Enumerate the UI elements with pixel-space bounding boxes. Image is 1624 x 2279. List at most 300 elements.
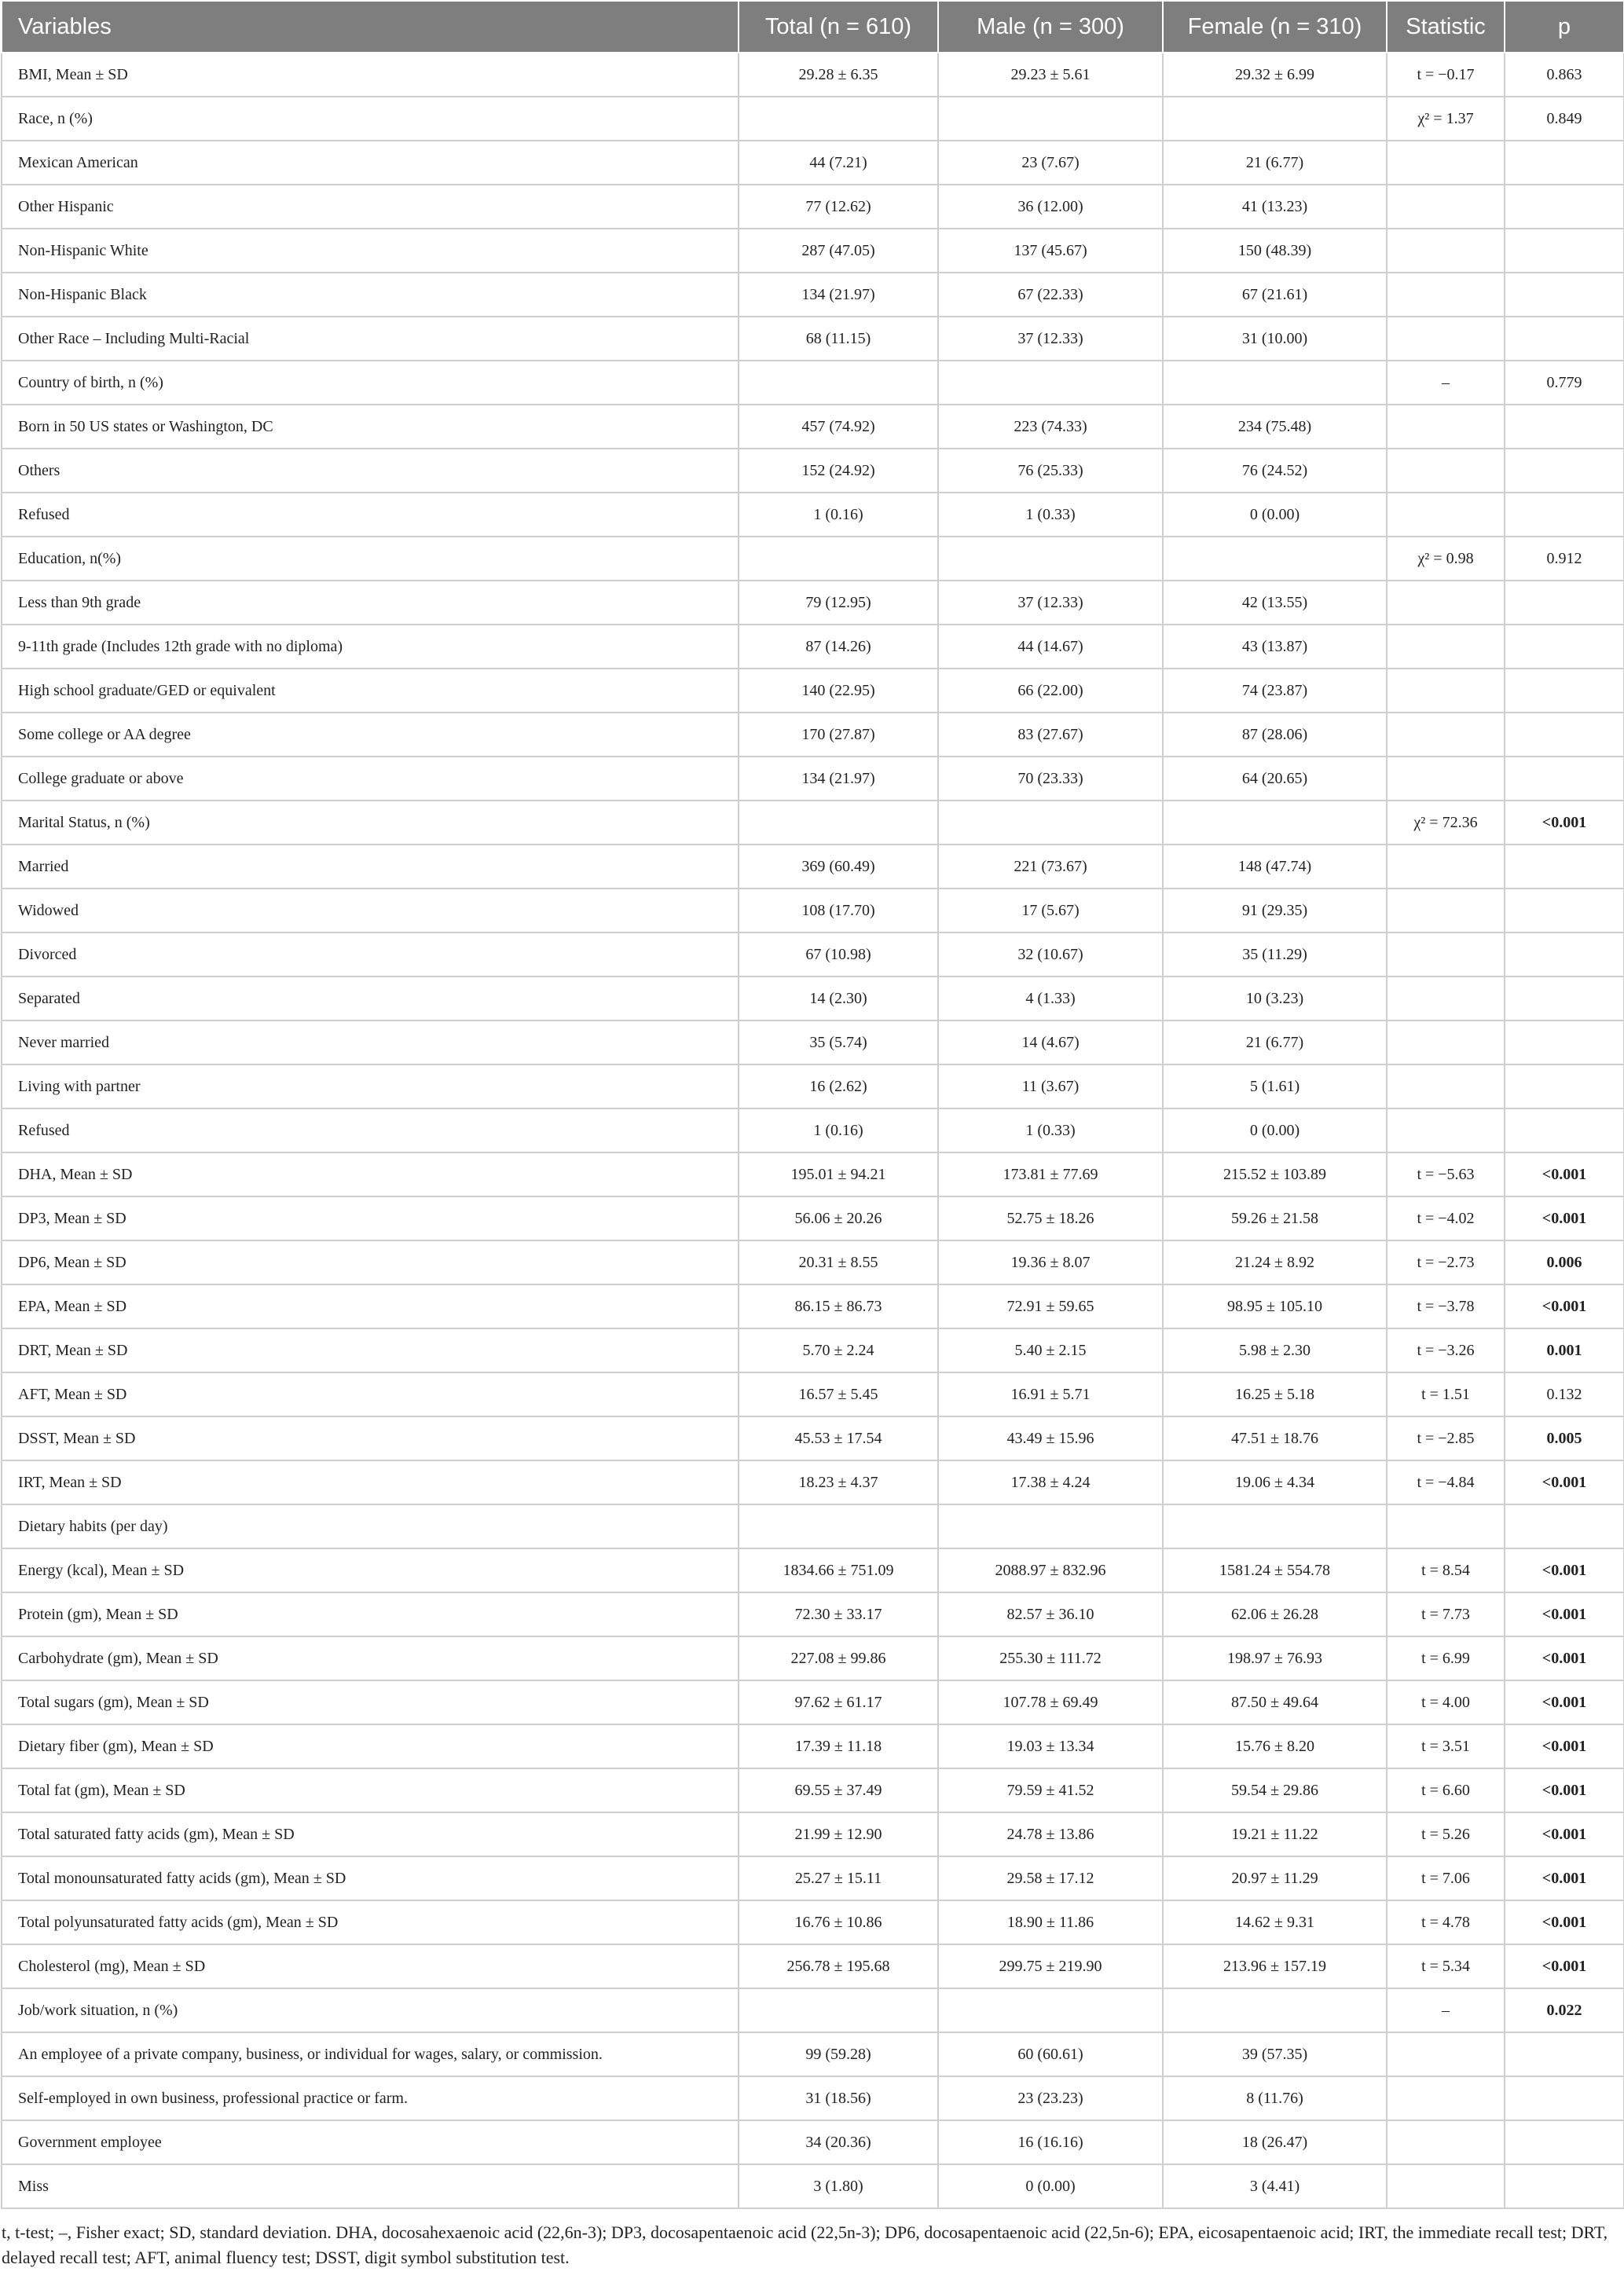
- total-cell: 256.78 ± 195.68: [739, 1944, 938, 1988]
- table-row: [2, 1416, 1624, 1460]
- table-row: [2, 1592, 1624, 1636]
- table-row: [2, 1724, 1624, 1768]
- p-value-cell: [1505, 932, 1624, 976]
- female-cell: 15.76 ± 8.20: [1163, 1724, 1387, 1768]
- total-cell: 3 (1.80): [739, 2164, 938, 2208]
- total-cell: 195.01 ± 94.21: [739, 1152, 938, 1196]
- table-row: [2, 1240, 1624, 1284]
- total-cell: [739, 801, 938, 845]
- table-row: [2, 1108, 1624, 1152]
- statistic-cell: [1387, 1504, 1505, 1548]
- total-cell: [739, 361, 938, 405]
- table-row: [2, 405, 1624, 449]
- female-cell: 234 (75.48): [1163, 405, 1387, 449]
- female-cell: 20.97 ± 11.29: [1163, 1856, 1387, 1900]
- table-row: [2, 1504, 1624, 1548]
- total-cell: 29.28 ± 6.35: [739, 53, 938, 97]
- p-value-cell: <0.001: [1505, 1152, 1624, 1196]
- variable-cell: Non-Hispanic Black: [2, 273, 739, 317]
- variable-cell: DHA, Mean ± SD: [2, 1152, 739, 1196]
- male-cell: 5.40 ± 2.15: [938, 1328, 1163, 1372]
- table-row: [2, 2164, 1624, 2208]
- total-cell: 34 (20.36): [739, 2120, 938, 2164]
- female-cell: 5.98 ± 2.30: [1163, 1328, 1387, 1372]
- total-cell: 1 (0.16): [739, 1108, 938, 1152]
- statistic-cell: [1387, 2032, 1505, 2076]
- female-cell: 8 (11.76): [1163, 2076, 1387, 2120]
- statistic-cell: t = 6.99: [1387, 1636, 1505, 1680]
- p-value-cell: 0.132: [1505, 1372, 1624, 1416]
- statistic-cell: χ² = 0.98: [1387, 537, 1505, 581]
- p-value-cell: <0.001: [1505, 1768, 1624, 1812]
- variable-cell: DP3, Mean ± SD: [2, 1196, 739, 1240]
- male-cell: 18.90 ± 11.86: [938, 1900, 1163, 1944]
- variable-cell: Total sugars (gm), Mean ± SD: [2, 1680, 739, 1724]
- variable-cell: DP6, Mean ± SD: [2, 1240, 739, 1284]
- total-cell: 1834.66 ± 751.09: [739, 1548, 938, 1592]
- male-cell: 82.57 ± 36.10: [938, 1592, 1163, 1636]
- header-female: Female (n = 310): [1163, 1, 1387, 53]
- table-row: [2, 449, 1624, 493]
- female-cell: 91 (29.35): [1163, 889, 1387, 932]
- male-cell: 36 (12.00): [938, 185, 1163, 229]
- table-row: [2, 2120, 1624, 2164]
- female-cell: 74 (23.87): [1163, 669, 1387, 713]
- p-value-cell: 0.006: [1505, 1240, 1624, 1284]
- total-cell: 56.06 ± 20.26: [739, 1196, 938, 1240]
- statistic-cell: [1387, 1020, 1505, 1064]
- variable-cell: Mexican American: [2, 141, 739, 185]
- p-value-cell: [1505, 405, 1624, 449]
- variable-cell: Race, n (%): [2, 97, 739, 141]
- female-cell: 21 (6.77): [1163, 1020, 1387, 1064]
- male-cell: 29.58 ± 17.12: [938, 1856, 1163, 1900]
- variable-cell: Dietary habits (per day): [2, 1504, 739, 1548]
- female-cell: 0 (0.00): [1163, 493, 1387, 537]
- p-value-cell: [1505, 273, 1624, 317]
- male-cell: 0 (0.00): [938, 2164, 1163, 2208]
- statistic-cell: [1387, 449, 1505, 493]
- statistic-cell: [1387, 713, 1505, 757]
- female-cell: 87.50 ± 49.64: [1163, 1680, 1387, 1724]
- male-cell: 37 (12.33): [938, 581, 1163, 625]
- table-row: [2, 932, 1624, 976]
- p-value-cell: [1505, 1108, 1624, 1152]
- statistic-cell: [1387, 1064, 1505, 1108]
- statistic-cell: t = −3.26: [1387, 1328, 1505, 1372]
- statistic-cell: [1387, 889, 1505, 932]
- male-cell: 16.91 ± 5.71: [938, 1372, 1163, 1416]
- variable-cell: High school graduate/GED or equivalent: [2, 669, 739, 713]
- table-row: [2, 1900, 1624, 1944]
- female-cell: 16.25 ± 5.18: [1163, 1372, 1387, 1416]
- variable-cell: Total monounsaturated fatty acids (gm), Mean ± SD: [2, 1856, 739, 1900]
- p-value-cell: <0.001: [1505, 1548, 1624, 1592]
- statistic-cell: t = −4.84: [1387, 1460, 1505, 1504]
- total-cell: 5.70 ± 2.24: [739, 1328, 938, 1372]
- statistic-cell: [1387, 185, 1505, 229]
- p-value-cell: [1505, 845, 1624, 889]
- female-cell: 76 (24.52): [1163, 449, 1387, 493]
- header-total: Total (n = 610): [739, 1, 938, 53]
- male-cell: [938, 1504, 1163, 1548]
- variable-cell: Other Race – Including Multi-Racial: [2, 317, 739, 361]
- male-cell: 1 (0.33): [938, 493, 1163, 537]
- total-cell: 16 (2.62): [739, 1064, 938, 1108]
- total-cell: 79 (12.95): [739, 581, 938, 625]
- statistic-cell: t = −2.85: [1387, 1416, 1505, 1460]
- table-row: [2, 1988, 1624, 2032]
- variable-cell: EPA, Mean ± SD: [2, 1284, 739, 1328]
- variable-cell: Others: [2, 449, 739, 493]
- variable-cell: BMI, Mean ± SD: [2, 53, 739, 97]
- statistic-cell: [1387, 405, 1505, 449]
- total-cell: 31 (18.56): [739, 2076, 938, 2120]
- male-cell: 2088.97 ± 832.96: [938, 1548, 1163, 1592]
- male-cell: 43.49 ± 15.96: [938, 1416, 1163, 1460]
- table-body: [2, 53, 1624, 2208]
- total-cell: 44 (7.21): [739, 141, 938, 185]
- table-row: [2, 713, 1624, 757]
- female-cell: [1163, 1504, 1387, 1548]
- total-cell: 68 (11.15): [739, 317, 938, 361]
- female-cell: 47.51 ± 18.76: [1163, 1416, 1387, 1460]
- male-cell: 137 (45.67): [938, 229, 1163, 273]
- variable-cell: Marital Status, n (%): [2, 801, 739, 845]
- variable-cell: Miss: [2, 2164, 739, 2208]
- female-cell: 0 (0.00): [1163, 1108, 1387, 1152]
- table-row: [2, 1460, 1624, 1504]
- statistic-cell: [1387, 625, 1505, 669]
- statistic-cell: t = 5.26: [1387, 1812, 1505, 1856]
- total-cell: 97.62 ± 61.17: [739, 1680, 938, 1724]
- female-cell: [1163, 537, 1387, 581]
- p-value-cell: <0.001: [1505, 1592, 1624, 1636]
- table-row: [2, 845, 1624, 889]
- p-value-cell: <0.001: [1505, 1284, 1624, 1328]
- variable-cell: Separated: [2, 976, 739, 1020]
- table-row: [2, 1680, 1624, 1724]
- female-cell: 98.95 ± 105.10: [1163, 1284, 1387, 1328]
- statistic-cell: [1387, 669, 1505, 713]
- male-cell: 299.75 ± 219.90: [938, 1944, 1163, 1988]
- p-value-cell: 0.863: [1505, 53, 1624, 97]
- table-row: [2, 2032, 1624, 2076]
- statistic-cell: t = −3.78: [1387, 1284, 1505, 1328]
- statistic-cell: t = 6.60: [1387, 1768, 1505, 1812]
- table-row: [2, 537, 1624, 581]
- male-cell: [938, 537, 1163, 581]
- total-cell: 25.27 ± 15.11: [739, 1856, 938, 1900]
- total-cell: 45.53 ± 17.54: [739, 1416, 938, 1460]
- table-footnote: t, t-test; –, Fisher exact; SD, standard deviation. DHA, docosahexaenoic acid (22,6n-3); DP3, docosapentaenoic acid (22,5n-3); DP6, docosapentaenoic acid (22,5n-6); EPA, eicosapentaenoic acid; IRT, the immediate recall test; DRT, delayed recall test; AFT, animal fluency test; DSST, digit symbol substitution test.: [2, 2222, 1608, 2267]
- p-value-cell: [1505, 229, 1624, 273]
- statistic-cell: t = 5.34: [1387, 1944, 1505, 1988]
- female-cell: 18 (26.47): [1163, 2120, 1387, 2164]
- table-row: [2, 1328, 1624, 1372]
- statistic-cell: [1387, 581, 1505, 625]
- statistic-cell: χ² = 72.36: [1387, 801, 1505, 845]
- p-value-cell: [1505, 2120, 1624, 2164]
- statistic-cell: t = 7.06: [1387, 1856, 1505, 1900]
- total-cell: 77 (12.62): [739, 185, 938, 229]
- header-p: p: [1505, 1, 1624, 53]
- female-cell: 3 (4.41): [1163, 2164, 1387, 2208]
- male-cell: 23 (23.23): [938, 2076, 1163, 2120]
- male-cell: 66 (22.00): [938, 669, 1163, 713]
- female-cell: 150 (48.39): [1163, 229, 1387, 273]
- p-value-cell: 0.005: [1505, 1416, 1624, 1460]
- statistic-cell: [1387, 932, 1505, 976]
- female-cell: 62.06 ± 26.28: [1163, 1592, 1387, 1636]
- male-cell: 16 (16.16): [938, 2120, 1163, 2164]
- female-cell: 35 (11.29): [1163, 932, 1387, 976]
- p-value-cell: [1505, 1064, 1624, 1108]
- female-cell: 215.52 ± 103.89: [1163, 1152, 1387, 1196]
- table-row: [2, 185, 1624, 229]
- male-cell: [938, 801, 1163, 845]
- variable-cell: Cholesterol (mg), Mean ± SD: [2, 1944, 739, 1988]
- statistic-cell: t = 4.78: [1387, 1900, 1505, 1944]
- variable-cell: Divorced: [2, 932, 739, 976]
- table-row: [2, 1856, 1624, 1900]
- female-cell: 42 (13.55): [1163, 581, 1387, 625]
- p-value-cell: <0.001: [1505, 1900, 1624, 1944]
- female-cell: 21.24 ± 8.92: [1163, 1240, 1387, 1284]
- male-cell: 4 (1.33): [938, 976, 1163, 1020]
- table-row: [2, 493, 1624, 537]
- total-cell: 134 (21.97): [739, 273, 938, 317]
- statistic-cell: –: [1387, 361, 1505, 405]
- statistic-cell: χ² = 1.37: [1387, 97, 1505, 141]
- header-statistic: Statistic: [1387, 1, 1505, 53]
- female-cell: 87 (28.06): [1163, 713, 1387, 757]
- statistic-cell: t = 7.73: [1387, 1592, 1505, 1636]
- male-cell: 76 (25.33): [938, 449, 1163, 493]
- male-cell: 223 (74.33): [938, 405, 1163, 449]
- p-value-cell: [1505, 713, 1624, 757]
- variable-cell: Government employee: [2, 2120, 739, 2164]
- female-cell: 14.62 ± 9.31: [1163, 1900, 1387, 1944]
- statistic-cell: t = −0.17: [1387, 53, 1505, 97]
- variable-cell: An employee of a private company, business, or individual for wages, salary, or commission.: [2, 2032, 739, 2076]
- p-value-cell: [1505, 2032, 1624, 2076]
- total-cell: [739, 537, 938, 581]
- table-row: [2, 801, 1624, 845]
- total-cell: 86.15 ± 86.73: [739, 1284, 938, 1328]
- female-cell: 43 (13.87): [1163, 625, 1387, 669]
- p-value-cell: [1505, 889, 1624, 932]
- statistic-cell: –: [1387, 1988, 1505, 2032]
- male-cell: [938, 97, 1163, 141]
- p-value-cell: [1505, 581, 1624, 625]
- total-cell: 108 (17.70): [739, 889, 938, 932]
- statistic-cell: [1387, 845, 1505, 889]
- demographics-table: [1, 0, 1624, 2209]
- table-row: [2, 1548, 1624, 1592]
- p-value-cell: <0.001: [1505, 1636, 1624, 1680]
- variable-cell: Widowed: [2, 889, 739, 932]
- table-row: [2, 317, 1624, 361]
- total-cell: 134 (21.97): [739, 757, 938, 801]
- statistic-cell: [1387, 976, 1505, 1020]
- total-cell: [739, 97, 938, 141]
- male-cell: 72.91 ± 59.65: [938, 1284, 1163, 1328]
- female-cell: 19.21 ± 11.22: [1163, 1812, 1387, 1856]
- female-cell: 19.06 ± 4.34: [1163, 1460, 1387, 1504]
- total-cell: 457 (74.92): [739, 405, 938, 449]
- female-cell: 64 (20.65): [1163, 757, 1387, 801]
- table-row: [2, 757, 1624, 801]
- header-row: [2, 1, 1624, 53]
- female-cell: [1163, 1988, 1387, 2032]
- female-cell: 59.26 ± 21.58: [1163, 1196, 1387, 1240]
- p-value-cell: [1505, 625, 1624, 669]
- p-value-cell: [1505, 317, 1624, 361]
- female-cell: [1163, 801, 1387, 845]
- female-cell: 67 (21.61): [1163, 273, 1387, 317]
- table-row: [2, 1636, 1624, 1680]
- male-cell: 173.81 ± 77.69: [938, 1152, 1163, 1196]
- statistic-cell: t = 8.54: [1387, 1548, 1505, 1592]
- male-cell: 60 (60.61): [938, 2032, 1163, 2076]
- male-cell: 19.36 ± 8.07: [938, 1240, 1163, 1284]
- male-cell: 19.03 ± 13.34: [938, 1724, 1163, 1768]
- total-cell: 16.57 ± 5.45: [739, 1372, 938, 1416]
- female-cell: 29.32 ± 6.99: [1163, 53, 1387, 97]
- variable-cell: Country of birth, n (%): [2, 361, 739, 405]
- variable-cell: Other Hispanic: [2, 185, 739, 229]
- p-value-cell: <0.001: [1505, 1196, 1624, 1240]
- male-cell: 221 (73.67): [938, 845, 1163, 889]
- total-cell: 1 (0.16): [739, 493, 938, 537]
- male-cell: 29.23 ± 5.61: [938, 53, 1163, 97]
- variable-cell: College graduate or above: [2, 757, 739, 801]
- total-cell: 170 (27.87): [739, 713, 938, 757]
- female-cell: 59.54 ± 29.86: [1163, 1768, 1387, 1812]
- total-cell: [739, 1988, 938, 2032]
- variable-cell: Less than 9th grade: [2, 581, 739, 625]
- p-value-cell: <0.001: [1505, 801, 1624, 845]
- total-cell: 21.99 ± 12.90: [739, 1812, 938, 1856]
- female-cell: 10 (3.23): [1163, 976, 1387, 1020]
- variable-cell: Married: [2, 845, 739, 889]
- female-cell: 1581.24 ± 554.78: [1163, 1548, 1387, 1592]
- header-variables: Variables: [2, 1, 739, 53]
- total-cell: 17.39 ± 11.18: [739, 1724, 938, 1768]
- male-cell: 255.30 ± 111.72: [938, 1636, 1163, 1680]
- variable-cell: 9-11th grade (Includes 12th grade with no diploma): [2, 625, 739, 669]
- total-cell: 152 (24.92): [739, 449, 938, 493]
- table-row: [2, 97, 1624, 141]
- variable-cell: Living with partner: [2, 1064, 739, 1108]
- female-cell: [1163, 97, 1387, 141]
- variable-cell: DRT, Mean ± SD: [2, 1328, 739, 1372]
- total-cell: 67 (10.98): [739, 932, 938, 976]
- male-cell: 79.59 ± 41.52: [938, 1768, 1163, 1812]
- male-cell: 107.78 ± 69.49: [938, 1680, 1163, 1724]
- variable-cell: Dietary fiber (gm), Mean ± SD: [2, 1724, 739, 1768]
- total-cell: 16.76 ± 10.86: [739, 1900, 938, 1944]
- variable-cell: AFT, Mean ± SD: [2, 1372, 739, 1416]
- variable-cell: Job/work situation, n (%): [2, 1988, 739, 2032]
- table-row: [2, 976, 1624, 1020]
- table-row: [2, 361, 1624, 405]
- table-row: [2, 273, 1624, 317]
- table-row: [2, 1284, 1624, 1328]
- table-row: [2, 1020, 1624, 1064]
- variable-cell: Total polyunsaturated fatty acids (gm), Mean ± SD: [2, 1900, 739, 1944]
- total-cell: 35 (5.74): [739, 1020, 938, 1064]
- variable-cell: Refused: [2, 493, 739, 537]
- p-value-cell: [1505, 2076, 1624, 2120]
- male-cell: 44 (14.67): [938, 625, 1163, 669]
- table-row: [2, 669, 1624, 713]
- statistic-cell: t = 1.51: [1387, 1372, 1505, 1416]
- male-cell: 11 (3.67): [938, 1064, 1163, 1108]
- male-cell: 1 (0.33): [938, 1108, 1163, 1152]
- male-cell: 24.78 ± 13.86: [938, 1812, 1163, 1856]
- total-cell: 99 (59.28): [739, 2032, 938, 2076]
- p-value-cell: [1505, 493, 1624, 537]
- table-row: [2, 1944, 1624, 1988]
- statistic-cell: [1387, 141, 1505, 185]
- p-value-cell: 0.912: [1505, 537, 1624, 581]
- p-value-cell: [1505, 141, 1624, 185]
- p-value-cell: <0.001: [1505, 1812, 1624, 1856]
- total-cell: 72.30 ± 33.17: [739, 1592, 938, 1636]
- table-row: [2, 2076, 1624, 2120]
- female-cell: 41 (13.23): [1163, 185, 1387, 229]
- statistic-cell: [1387, 1108, 1505, 1152]
- variable-cell: Never married: [2, 1020, 739, 1064]
- statistic-cell: t = −4.02: [1387, 1196, 1505, 1240]
- p-value-cell: 0.849: [1505, 97, 1624, 141]
- variable-cell: Some college or AA degree: [2, 713, 739, 757]
- table-row: [2, 625, 1624, 669]
- female-cell: [1163, 361, 1387, 405]
- statistic-cell: t = −5.63: [1387, 1152, 1505, 1196]
- table-row: [2, 889, 1624, 932]
- variable-cell: Education, n(%): [2, 537, 739, 581]
- statistic-cell: t = 4.00: [1387, 1680, 1505, 1724]
- p-value-cell: [1505, 449, 1624, 493]
- male-cell: 83 (27.67): [938, 713, 1163, 757]
- statistic-cell: [1387, 229, 1505, 273]
- p-value-cell: 0.001: [1505, 1328, 1624, 1372]
- total-cell: 18.23 ± 4.37: [739, 1460, 938, 1504]
- total-cell: 87 (14.26): [739, 625, 938, 669]
- total-cell: 14 (2.30): [739, 976, 938, 1020]
- total-cell: 227.08 ± 99.86: [739, 1636, 938, 1680]
- total-cell: 69.55 ± 37.49: [739, 1768, 938, 1812]
- male-cell: 70 (23.33): [938, 757, 1163, 801]
- statistic-cell: [1387, 493, 1505, 537]
- table-header: [2, 1, 1624, 53]
- variable-cell: Non-Hispanic White: [2, 229, 739, 273]
- total-cell: [739, 1504, 938, 1548]
- table-row: [2, 1768, 1624, 1812]
- table-row: [2, 1152, 1624, 1196]
- table-row: [2, 1812, 1624, 1856]
- female-cell: 31 (10.00): [1163, 317, 1387, 361]
- table-row: [2, 1196, 1624, 1240]
- statistic-cell: [1387, 273, 1505, 317]
- variable-cell: IRT, Mean ± SD: [2, 1460, 739, 1504]
- p-value-cell: [1505, 757, 1624, 801]
- male-cell: 23 (7.67): [938, 141, 1163, 185]
- female-cell: 198.97 ± 76.93: [1163, 1636, 1387, 1680]
